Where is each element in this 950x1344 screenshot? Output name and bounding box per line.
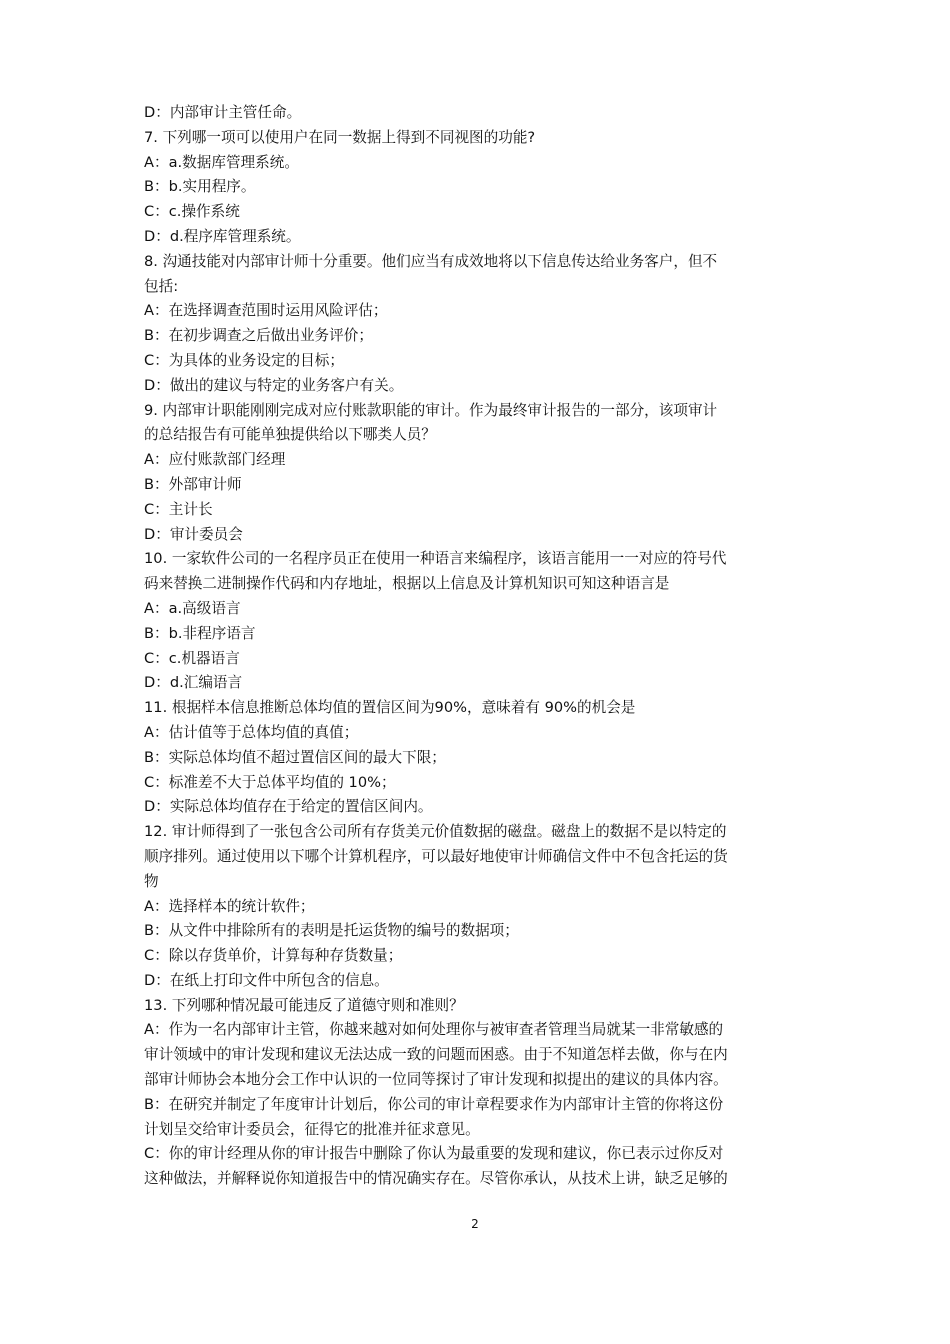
option-a-cont: 审计领域中的审计发现和建议无法达成一致的问题而困惑。由于不知道怎样去做，你与在内 bbox=[144, 1046, 728, 1064]
option-a: A：在选择调查范围时运用风险评估； bbox=[144, 302, 388, 320]
option-a: A：a.数据库管理系统。 bbox=[144, 153, 299, 171]
option-d: D：审计委员会 bbox=[144, 525, 243, 543]
question-8-cont: 包括: bbox=[144, 277, 179, 295]
option-a: A：作为一名内部审计主管，你越来越对如何处理你与被审查者管理当局就某一非常敏感的 bbox=[144, 1021, 724, 1039]
option-b: B：b.实用程序。 bbox=[144, 178, 256, 196]
option-b: B：在研究并制定了年度审计计划后，你公司的审计章程要求作为内部审计主管的你将这份 bbox=[144, 1095, 724, 1113]
option-d: D：d.程序库管理系统。 bbox=[144, 227, 301, 245]
question-9-cont: 的总结报告有可能单独提供给以下哪类人员？ bbox=[144, 426, 436, 444]
option-c: C：标准差不大于总体平均值的 10%； bbox=[144, 773, 396, 791]
option-b: B：b.非程序语言 bbox=[144, 624, 256, 642]
document-body bbox=[144, 101, 814, 1192]
option-b-cont: 计划呈交给审计委员会，征得它的批准并征求意见。 bbox=[144, 1120, 480, 1138]
option-d: D：d.汇编语言 bbox=[144, 674, 243, 692]
question-10-cont: 码来替换二进制操作代码和内存地址，根据以上信息及计算机知识可知这种语言是 bbox=[144, 575, 670, 593]
option-c: C：c.操作系统 bbox=[144, 203, 240, 221]
option-d: D：在纸上打印文件中所包含的信息。 bbox=[144, 971, 389, 989]
question-13: 13. 下列哪种情况最可能违反了道德守则和准则？ bbox=[144, 996, 464, 1014]
question-8: 8. 沟通技能对内部审计师十分重要。他们应当有成效地将以下信息传达给业务客户，但不 bbox=[144, 252, 718, 270]
option-c-cont: 这种做法，并解释说你知道报告中的情况确实存在。尽管你承认，从技术上讲，缺乏足够的 bbox=[144, 1170, 728, 1188]
option-c: C：除以存货单价，计算每种存货数量； bbox=[144, 947, 403, 965]
option-d: D：实际总体均值存在于给定的置信区间内。 bbox=[144, 798, 433, 816]
option-c: C：为具体的业务设定的目标； bbox=[144, 351, 344, 369]
option-d: D：做出的建议与特定的业务客户有关。 bbox=[144, 376, 404, 394]
option-b: B：在初步调查之后做出业务评价； bbox=[144, 327, 373, 345]
option-c: C：主计长 bbox=[144, 500, 213, 518]
option-a: A：a.高级语言 bbox=[144, 599, 241, 617]
option-a: A：估计值等于总体均值的真值； bbox=[144, 723, 359, 741]
option-c: C：c.机器语言 bbox=[144, 649, 240, 667]
option-b: B：外部审计师 bbox=[144, 475, 242, 493]
question-9: 9. 内部审计职能刚刚完成对应付账款职能的审计。作为最终审计报告的一部分，该项审计 bbox=[144, 401, 718, 419]
option-b: B：实际总体均值不超过置信区间的最大下限； bbox=[144, 748, 446, 766]
option-a: A：选择样本的统计软件； bbox=[144, 897, 315, 915]
question-12: 12. 审计师得到了一张包含公司所有存货美元价值数据的磁盘。磁盘上的数据不是以特定的 bbox=[144, 823, 727, 841]
question-7: 7. 下列哪一项可以使用户在同一数据上得到不同视图的功能? bbox=[144, 128, 536, 146]
option-c: C：你的审计经理从你的审计报告中删除了你认为最重要的发现和建议，你已表示过你反对 bbox=[144, 1145, 724, 1163]
option-a: A：应付账款部门经理 bbox=[144, 451, 286, 469]
option-b: B：从文件中排除所有的表明是托运货物的编号的数据项； bbox=[144, 922, 519, 940]
question-12-cont: 物 bbox=[144, 872, 159, 890]
text-line: D：内部审计主管任命。 bbox=[144, 104, 302, 121]
question-12-cont: 顺序排列。通过使用以下哪个计算机程序，可以最好地使审计师确信文件中不包含托运的货 bbox=[144, 847, 728, 865]
question-10: 10. 一家软件公司的一名程序员正在使用一种语言来编程序，该语言能用一一对应的符号代 bbox=[144, 550, 727, 568]
option-a-cont: 部审计师协会本地分会工作中认识的一位同等探讨了审计发现和拟提出的建议的具体内容。 bbox=[144, 1071, 728, 1089]
question-11: 11. 根据样本信息推断总体均值的置信区间为90%，意味着有 90%的机会是 bbox=[144, 699, 636, 717]
page-number: 2 bbox=[471, 1217, 479, 1231]
